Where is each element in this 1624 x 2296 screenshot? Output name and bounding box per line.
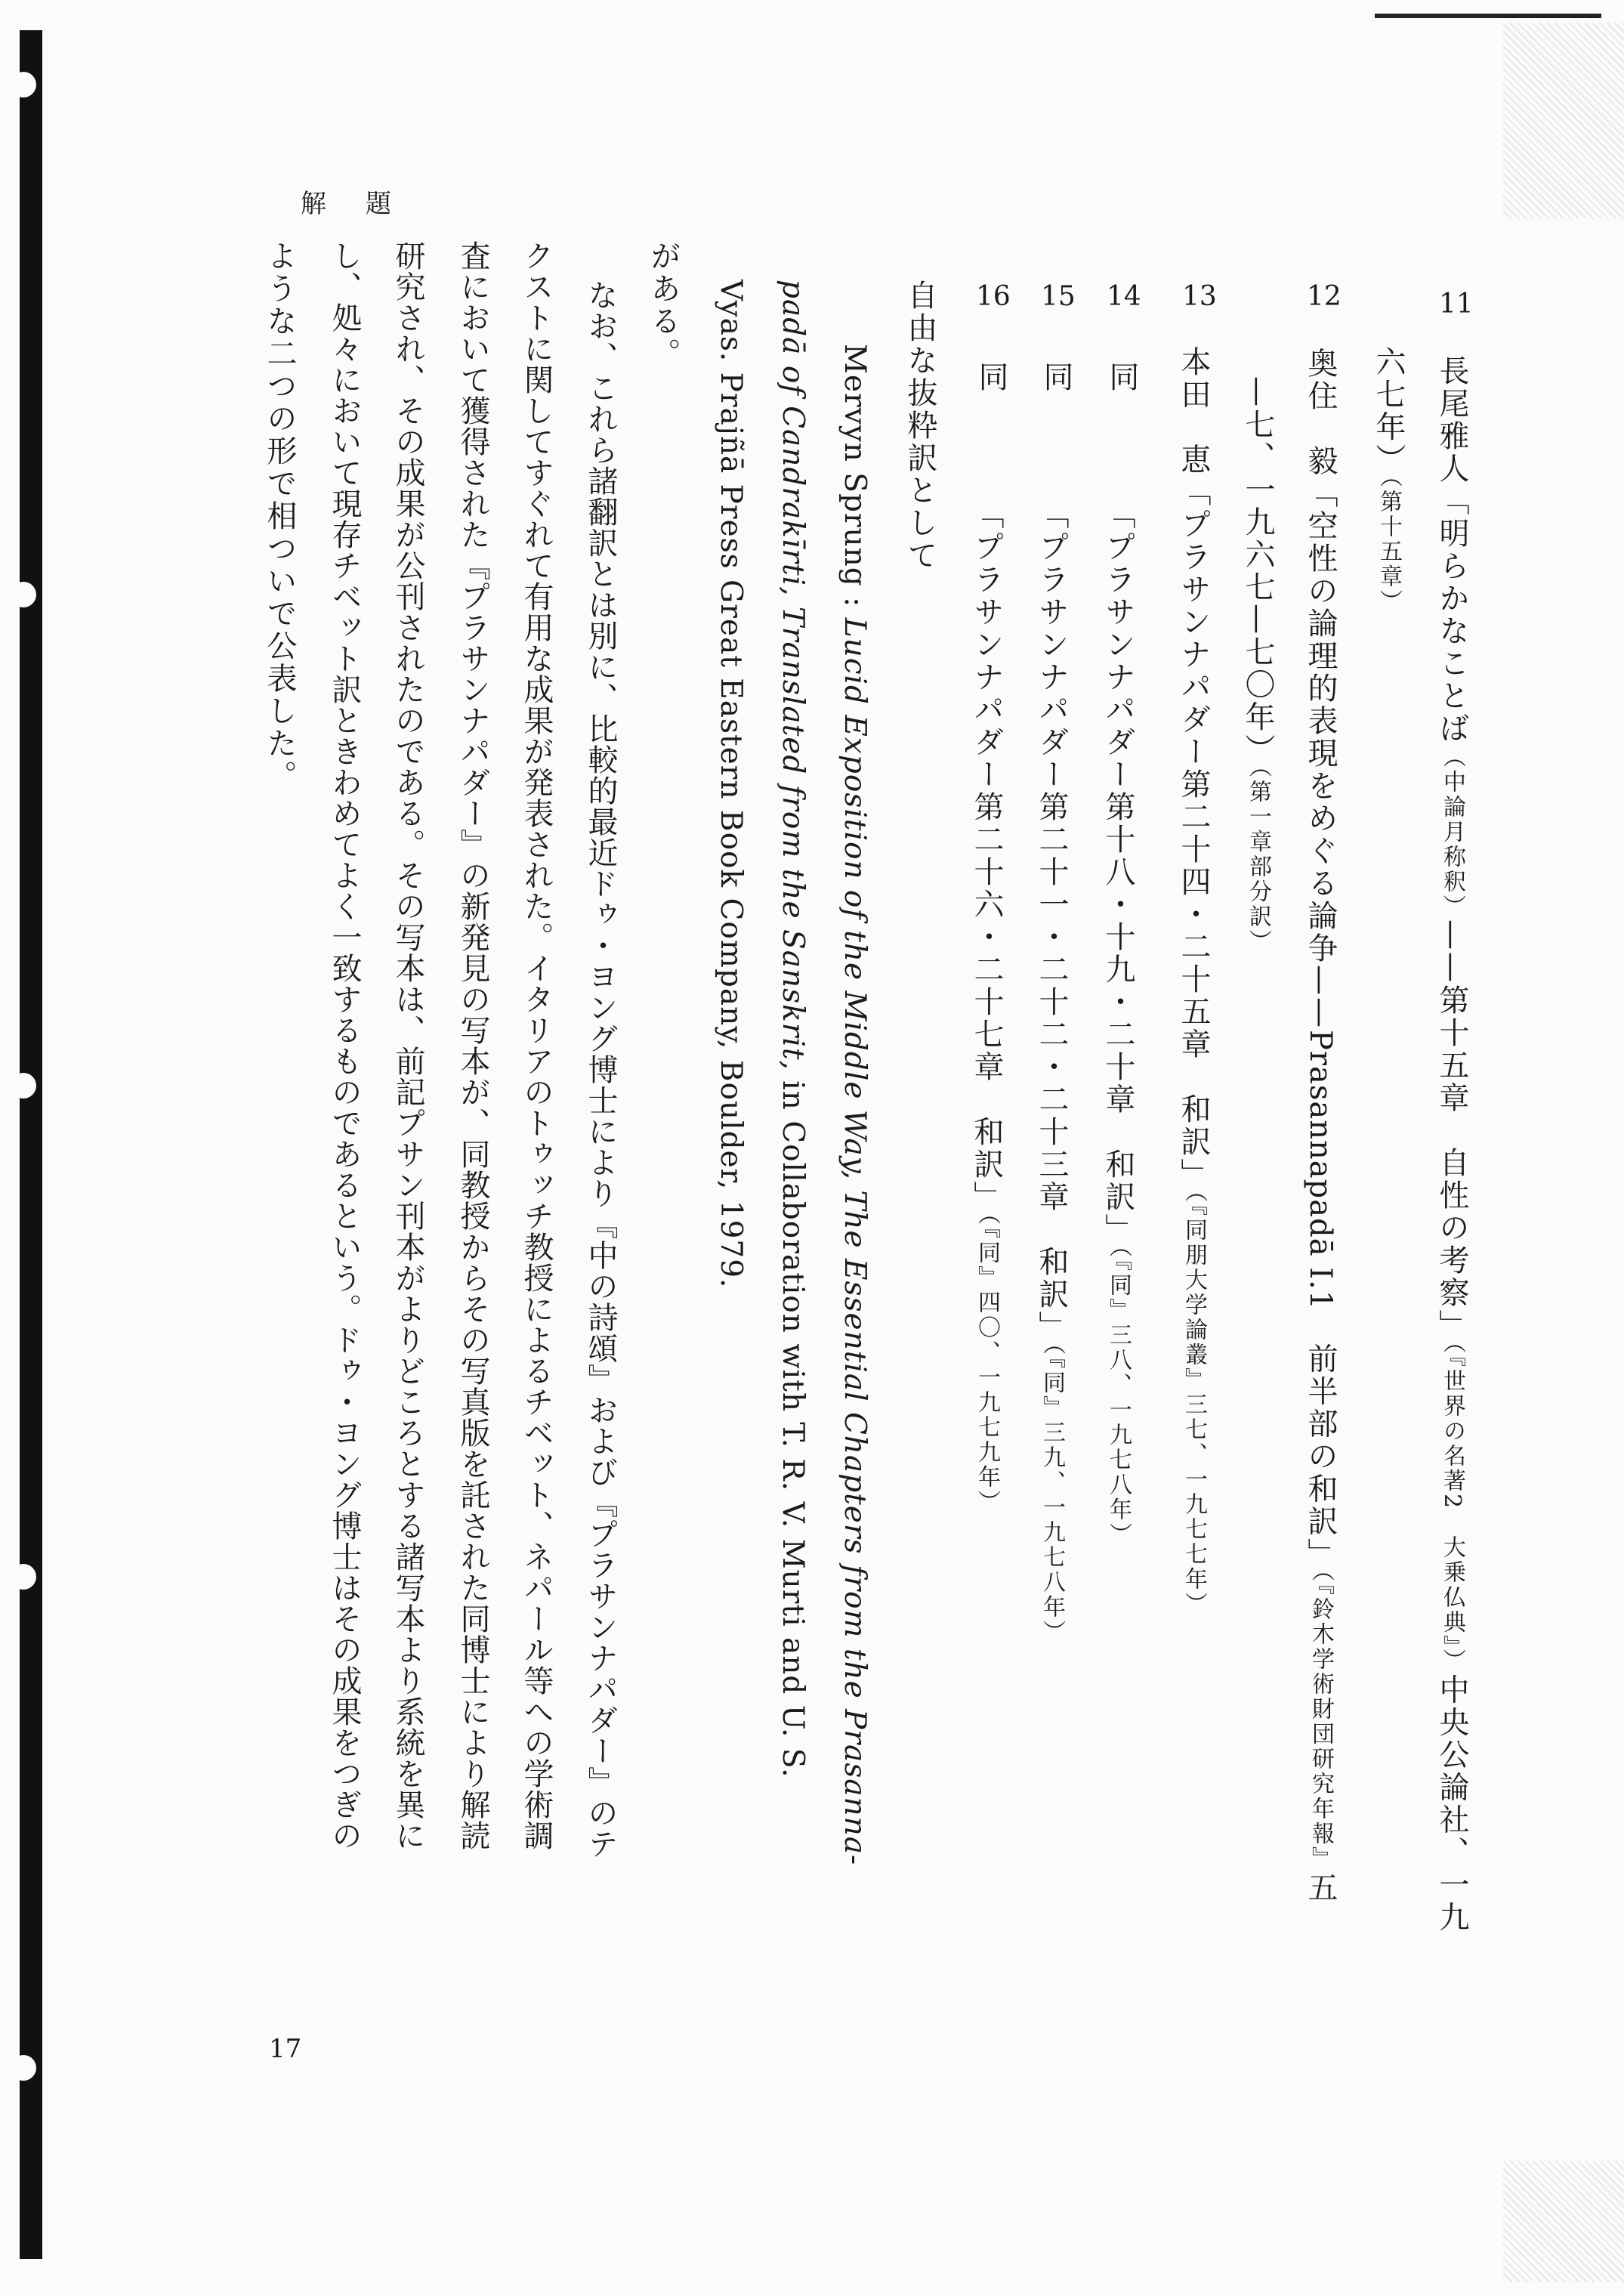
binding-hole [11, 582, 36, 607]
ref-number: 13 [1182, 281, 1217, 312]
ref-number: 11 [1439, 289, 1474, 320]
page-speckle [1503, 23, 1624, 219]
running-head: 解題 [301, 189, 431, 219]
ref-13-line: 本田 恵「プラサンナパダー第二十四・二十五章 和訳」（『同朋大学論叢』三七、一九七七年） [1176, 346, 1211, 1617]
binding-hole [11, 1073, 36, 1099]
ref-15-label: 同 [1039, 361, 1073, 394]
extract-intro: 自由な抜粋訳として [903, 280, 937, 572]
page-number: 17 [269, 2034, 302, 2064]
paragraph-line: し、処々において現存チベット訳ときわめてよく一致するものであるという。ドゥ・ヨング博士はその成果をつぎの [327, 240, 362, 1851]
binding-strip [20, 30, 42, 2259]
paragraph-line: クストに関してすぐれて有用な成果が発表された。イタリアのトゥッチ教授によるチベット、ネパール等への学術調 [519, 240, 554, 1851]
ref-number: 16 [976, 281, 1011, 312]
ref-number: 15 [1041, 281, 1076, 312]
paragraph-line: 研究され、その成果が公刊されたのである。その写本は、前記プサン刊本がよりどころとする諸写本より系統を異に [391, 240, 425, 1851]
extract-line-1: Mervyn Sprung : Lucid Exposition of the Middle Way, The Essential Chapters from the Prasanna- [838, 344, 872, 1866]
binding-hole [11, 1564, 36, 1590]
binding-hole [11, 72, 36, 97]
ref-16-label: 同 [974, 361, 1008, 394]
ref-number: 12 [1307, 281, 1341, 312]
page-edge-line [1375, 14, 1601, 18]
ref-14-label: 同 [1104, 361, 1139, 394]
ref-11-line-1: 長尾雅人「明らかなことば（中論月称釈）——第十五章 自性の考察」（『世界の名著2 大乗仏典』）中央公論社、一九 [1434, 355, 1469, 1934]
ref-16-line: 「プラサンナパダー第二十六・二十七章 和訳」（『同』四〇、一九七九年） [969, 499, 1004, 1515]
ref-number: 14 [1107, 281, 1141, 312]
binding-hole [11, 2055, 36, 2081]
paragraph-line: ような二つの形で相ついで公表した。 [262, 240, 297, 793]
ref-14-line: 「プラサンナパダー第十八・十九・二十章 和訳」（『同』三八、一九七八年） [1101, 499, 1135, 1547]
ref-15-line: 「プラサンナパダー第二十一・二十二・二十三章 和訳」（『同』三九、一九七八年） [1034, 499, 1069, 1645]
paragraph-line: 査において獲得された『プラサンナパダー』の新発見の写本が、同教授からその写真版を託された同博士により解読 [455, 240, 490, 1851]
extract-tail: がある。 [646, 240, 681, 370]
extract-line-3: Vyas. Prajñā Press Great Eastern Book Company, Boulder, 1979. [714, 280, 748, 1289]
ref-11-line-2: 六七年）（第十五章） [1371, 346, 1406, 614]
extract-line-2: padā of Candrakīrti, Translated from the Sanskrit, in Collaboration with T. R. V. Murti and U. S. [776, 280, 810, 1778]
page-speckle [1503, 2161, 1624, 2282]
ref-12-line-2: —七、一九六七—七〇年）（第一章部分訳） [1240, 376, 1275, 954]
paragraph-line: なお、これら諸翻訳とは別に、比較的最近ドゥ・ヨング博士により『中の詩頌』および『プラサンナパダー』のテ [583, 280, 618, 1859]
ref-12-line-1: 奥住 毅「空性の論理的表現をめぐる論争——Prasannapadā I.1 前半部の和訳」（『鈴木学術財団研究年報』五 [1303, 348, 1338, 1905]
